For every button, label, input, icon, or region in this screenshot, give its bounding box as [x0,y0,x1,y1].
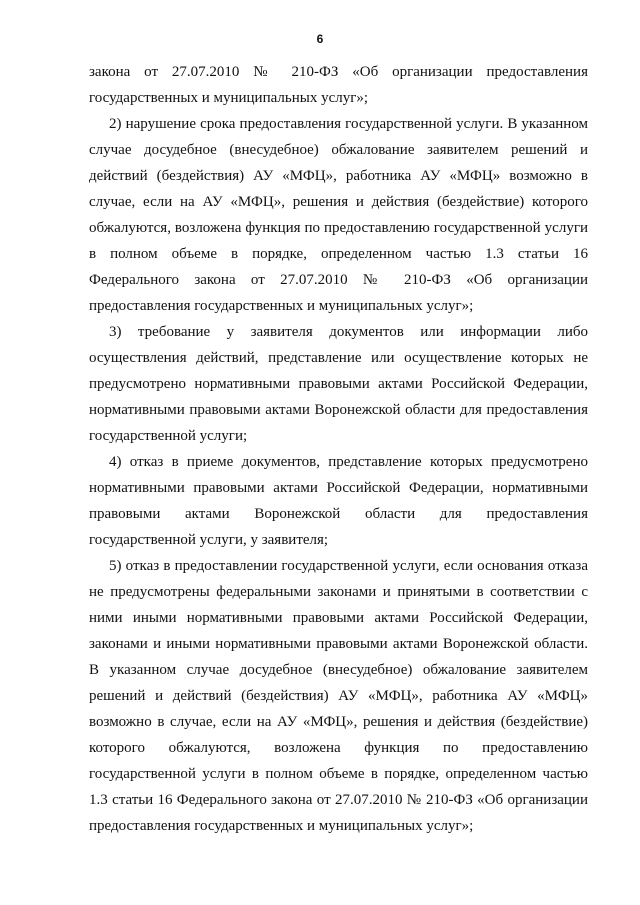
paragraph-item-5: 5) отказ в предоставлении государственной услуги, если основания отказа не предусмотрены федеральными законами и принятыми в соответствии с ними иными нормативными правовыми актами Российской Федерации, законами и иными нормативными правовыми актами Воронежской области. В указанном случае досудебное (внесудебное) обжалование заявителем решений и действий (бездействия) АУ «МФЦ», работника АУ «МФЦ» возможно в случае, если на АУ «МФЦ», решения и действия (бездействие) которого обжалуются, возложена функция по предоставлению государственной услуги в полном объеме в порядке, определенном частью 1.3 статьи 16 Федерального закона от 27.07.2010 № 210-ФЗ «Об организации предоставления государственных и муниципальных услуг»; [89,558,588,834]
paragraph-item-2: 2) нарушение срока предоставления государственной услуги. В указанном случае досудебное (внесудебное) обжалование заявителем решений и действий (бездействия) АУ «МФЦ», работника АУ «МФЦ» возможно в случае, если на АУ «МФЦ», решения и действия (бездействие) которого обжалуются, возложена функция по предоставлению государственной услуги в полном объеме в порядке, определенном частью 1.3 статьи 16 Федерального закона от 27.07.2010 № 210-ФЗ «Об организации предоставления государственных и муниципальных услуг»; [89,116,588,314]
paragraph-item-3: 3) требование у заявителя документов или информации либо осуществления действий, представление или осуществление которых не предусмотрено нормативными правовыми актами Российской Федерации, нормативными правовыми актами Воронежской области для предоставления государственной услуги; [89,324,588,444]
page-number: 6 [316,32,324,46]
paragraph-item-4: 4) отказ в приеме документов, представление которых предусмотрено нормативными правовыми актами Российской Федерации, нормативными правовыми актами Воронежской области для предоставления государственной услуги, у заявителя; [89,454,588,548]
paragraph-continuation: закона от 27.07.2010 № 210-ФЗ «Об организации предоставления государственных и муниципальных услуг»; [89,64,588,106]
document-body [89,59,588,839]
